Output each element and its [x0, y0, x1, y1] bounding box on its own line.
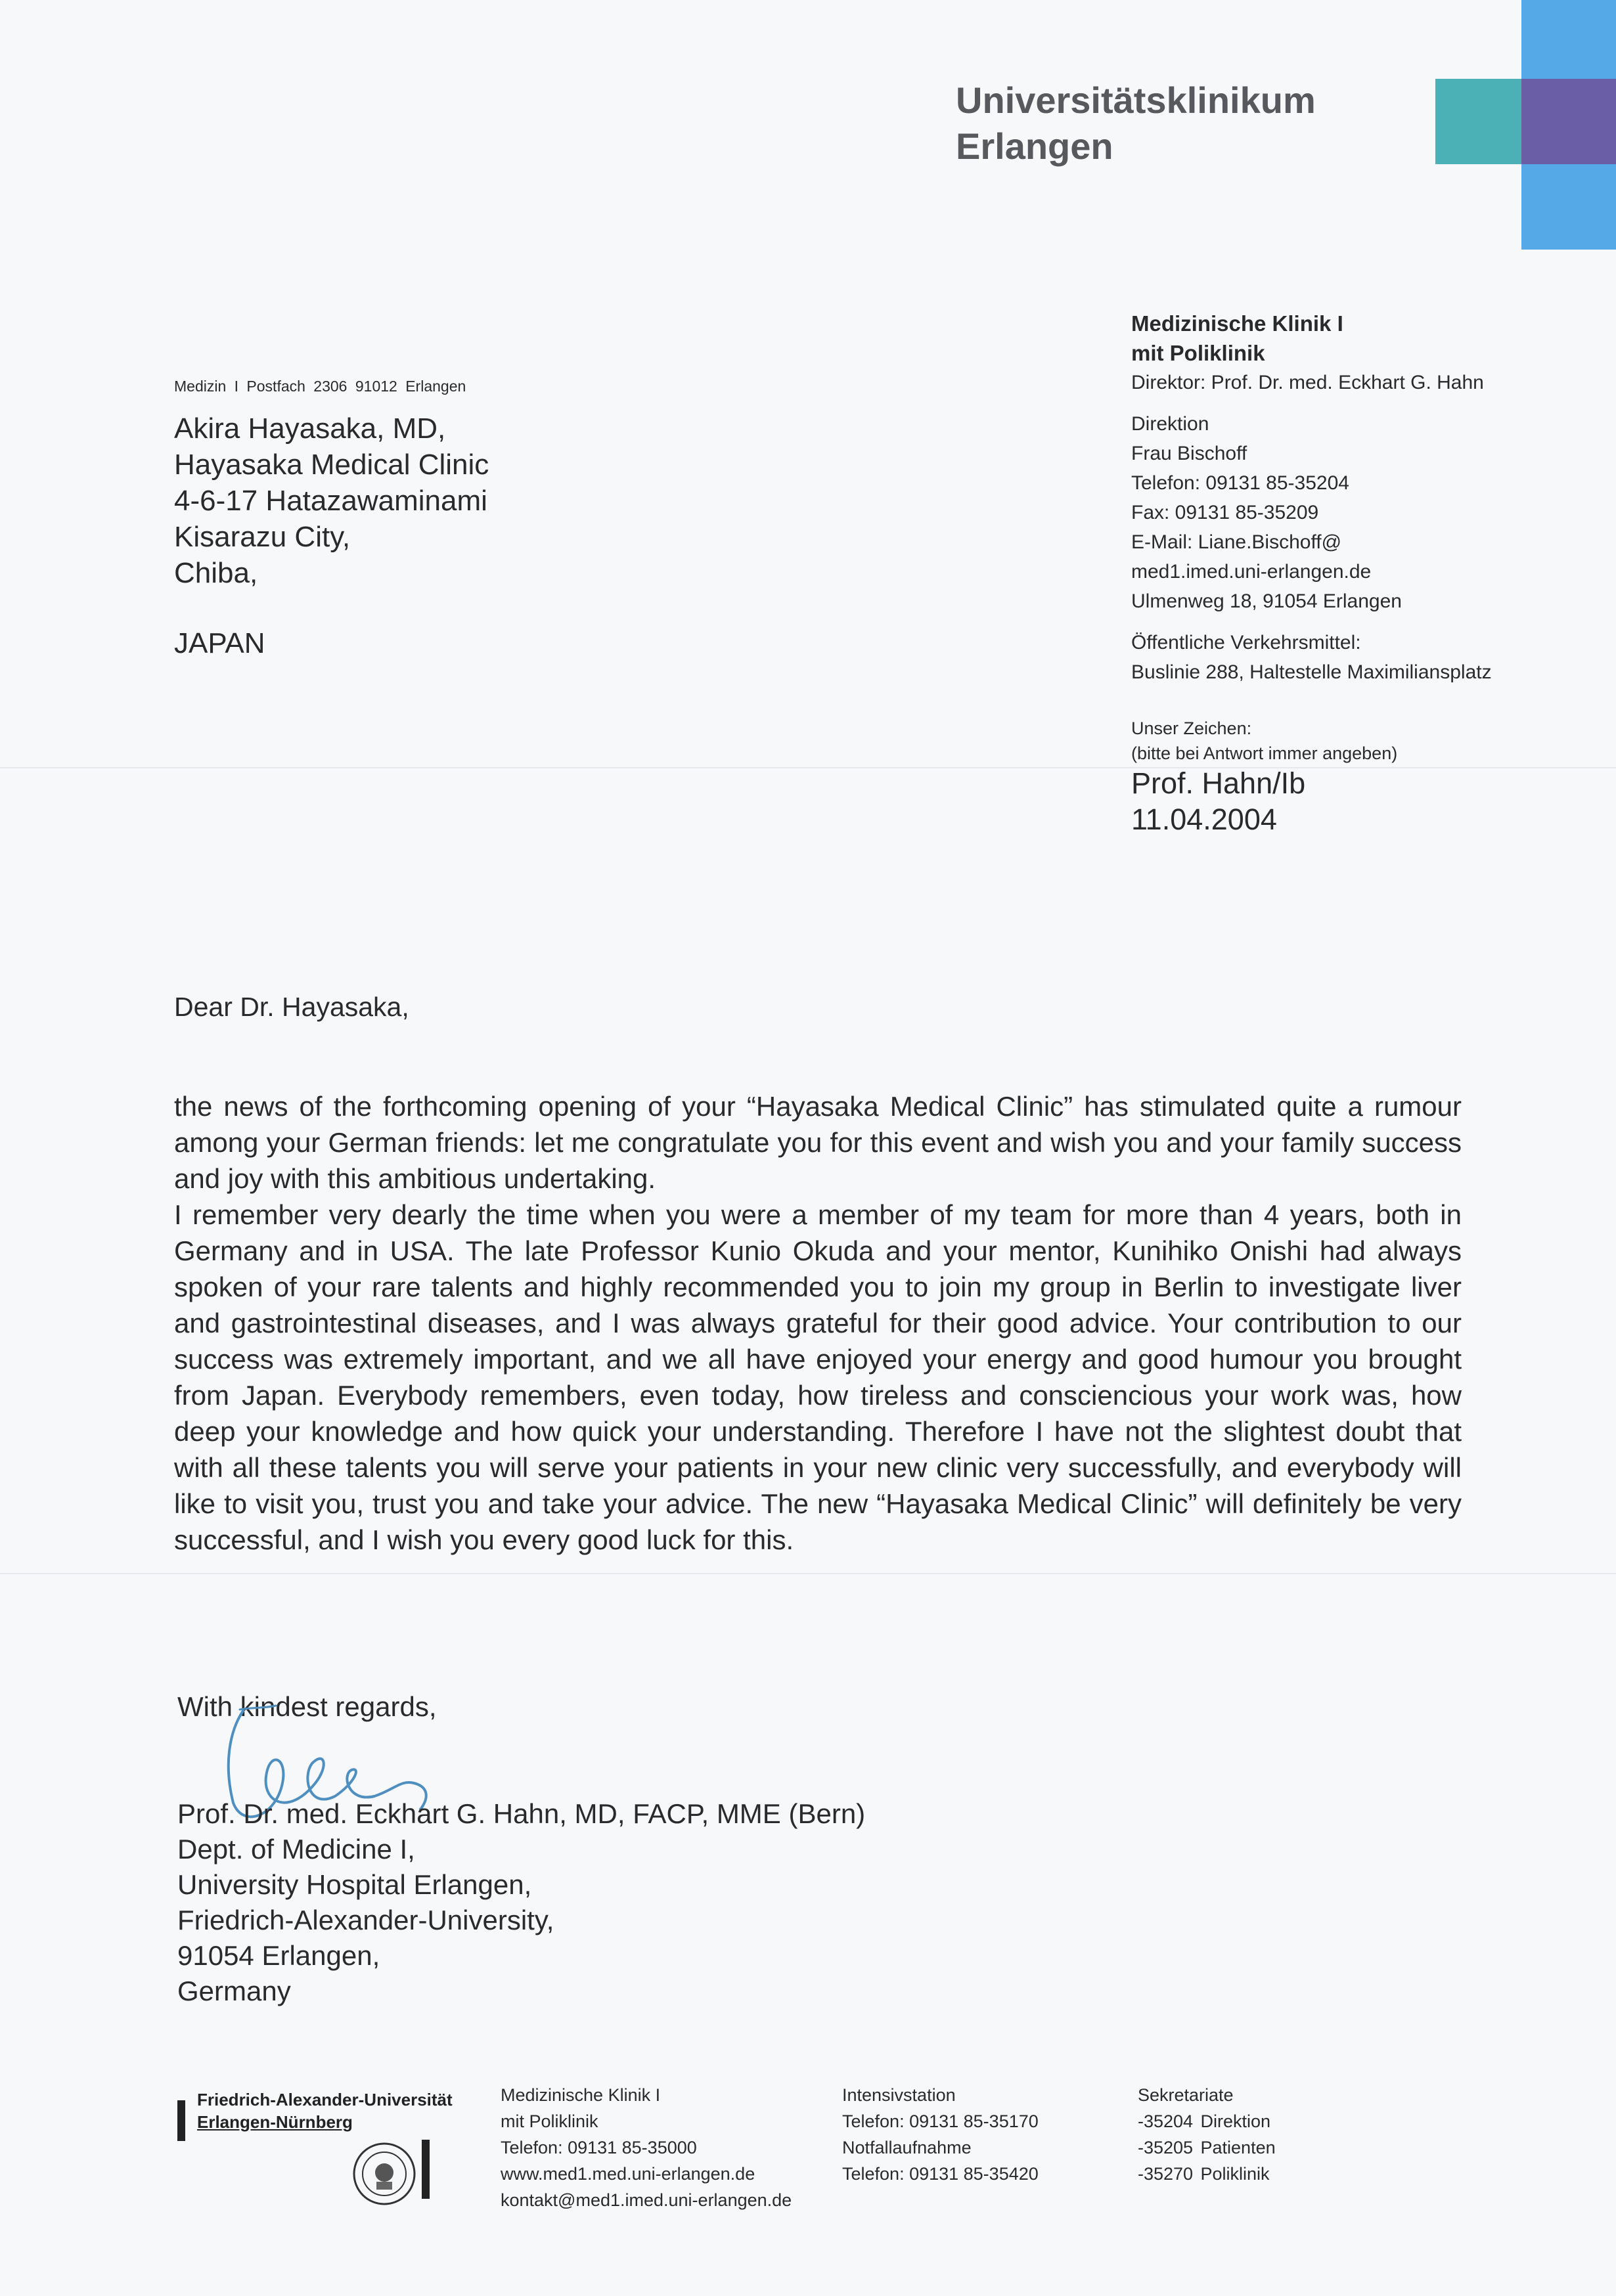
footer-line: Telefon: 09131 85-35000 — [501, 2138, 697, 2157]
contact-line: Fax: 09131 85-35209 — [1131, 502, 1319, 523]
letter-date: 11.04.2004 — [1131, 803, 1277, 836]
department-director: Direktor: Prof. Dr. med. Eckhart G. Hahn — [1131, 372, 1484, 393]
reference-note: (bitte bei Antwort immer angeben) — [1131, 743, 1398, 763]
brand-color-block-purple — [1521, 79, 1616, 164]
department-subname: mit Poliklinik — [1131, 341, 1265, 365]
brand-line-2: Erlangen — [956, 125, 1113, 167]
secretariat-label: Poliklinik — [1200, 2164, 1270, 2184]
transport-label: Öffentliche Verkehrsmittel: — [1131, 632, 1361, 653]
letter-body — [174, 1088, 1462, 1558]
footer-clinic-contact — [501, 2082, 792, 2213]
footer-intensive-care — [842, 2082, 1039, 2187]
university-name-line: Erlangen-Nürnberg — [197, 2112, 353, 2132]
brand-color-block-blue — [1521, 0, 1616, 79]
recipient-line: Hayasaka Medical Clinic — [174, 449, 489, 481]
signer-line: 91054 Erlangen, — [177, 1940, 380, 1971]
university-logo-bar — [422, 2140, 430, 2199]
department-block — [1131, 309, 1492, 687]
recipient-line: Chiba, — [174, 557, 258, 589]
return-address: Medizin I Postfach 2306 91012 Erlangen — [174, 378, 466, 395]
signer-line: Germany — [177, 1976, 291, 2006]
salutation: Dear Dr. Hayasaka, — [174, 992, 409, 1022]
transport-info: Buslinie 288, Haltestelle Maximiliansplatz — [1131, 661, 1492, 683]
department-name: Medizinische Klinik I — [1131, 311, 1343, 336]
secretariat-ext: -35270 — [1138, 2164, 1194, 2184]
brand-line-1: Universitätsklinikum — [956, 79, 1316, 121]
contact-line: Ulmenweg 18, 91054 Erlangen — [1131, 590, 1402, 612]
footer-line: Telefon: 09131 85-35420 — [842, 2164, 1039, 2184]
secretariat-label: Patienten — [1200, 2138, 1276, 2157]
contact-line: med1.imed.uni-erlangen.de — [1131, 561, 1372, 583]
contact-line: Frau Bischoff — [1131, 443, 1247, 464]
signer-line: Dept. of Medicine I, — [177, 1834, 415, 1865]
footer-line: mit Poliklinik — [501, 2111, 598, 2131]
footer-line: Intensivstation — [842, 2085, 956, 2105]
secretariat-label: Direktion — [1200, 2111, 1271, 2131]
footer-website: www.med1.med.uni-erlangen.de — [501, 2164, 755, 2184]
footer-secretariats — [1138, 2082, 1276, 2187]
footer-line: Medizinische Klinik I — [501, 2085, 661, 2105]
recipient-line: 4-6-17 Hatazawaminami — [174, 485, 487, 517]
reference-block — [1131, 765, 1305, 837]
signer-line: University Hospital Erlangen, — [177, 1869, 532, 1900]
reference-label-block — [1131, 716, 1397, 766]
footer-line: Notfallaufnahme — [842, 2138, 972, 2157]
body-paragraph: I remember very dearly the time when you were a member of my team for more than 4 years, both in Germany and in USA. The late Professor Kunio Okuda and your mentor, Kunihiko Onishi had always spoken of your rare talents and highly recommended you to join my group in Berlin to investigate liver and gastrointestinal diseases, and I was always grateful for their good advice. Your contribution to our success was extremely important, and we all have enjoyed your energy and good humour you brought from Japan. Everybody remembers, even today, how tireless and consciencious your work was, how deep your knowledge and how quick your understanding. Therefore I have not the slightest doubt that with all these talents you will serve your patients in your new clinic very successfully, and everybody will like to visit you, trust you and take your advice. The new “Hayasaka Medical Clinic” will definitely be very successful, and I wish you every good luck for this. — [174, 1199, 1462, 1555]
secretariat-ext: -35205 — [1138, 2138, 1194, 2157]
signer-line: Friedrich-Alexander-University, — [177, 1905, 554, 1935]
contact-line: Direktion — [1131, 413, 1209, 435]
contact-line: E-Mail: Liane.Bischoff@ — [1131, 531, 1342, 553]
brand-color-block-teal — [1435, 79, 1521, 164]
university-name-line: Friedrich-Alexander-Universität — [197, 2090, 453, 2109]
hospital-logo-text — [956, 77, 1316, 169]
recipient-line: Kisarazu City, — [174, 521, 351, 553]
signer-block — [177, 1796, 865, 2009]
university-seal-icon — [351, 2141, 417, 2207]
contact-line: Telefon: 09131 85-35204 — [1131, 472, 1349, 494]
footer-email: kontakt@med1.imed.uni-erlangen.de — [501, 2190, 792, 2210]
body-paragraph: the news of the forthcoming opening of your “Hayasaka Medical Clinic” has stimulated quite a rumour among your German friends: let me congratulate you for this event and wish you and your family success and joy with this ambitious undertaking. — [174, 1091, 1462, 1194]
reference-label: Unser Zeichen: — [1131, 718, 1252, 738]
reference-value: Prof. Hahn/Ib — [1131, 766, 1306, 800]
brand-color-block-blue-lower — [1521, 164, 1616, 250]
secretariat-row — [1138, 2134, 1276, 2161]
recipient-country: JAPAN — [174, 627, 265, 659]
signer-line: Prof. Dr. med. Eckhart G. Hahn, MD, FACP, MME (Bern) — [177, 1798, 866, 1829]
closing: With kindest regards, — [177, 1691, 437, 1722]
recipient-line: Akira Hayasaka, MD, — [174, 412, 446, 445]
recipient-address — [174, 410, 489, 591]
footer-secretariats-title: Sekretariate — [1138, 2085, 1234, 2105]
university-logo-bar — [177, 2100, 185, 2141]
secretariat-ext: -35204 — [1138, 2111, 1194, 2131]
secretariat-row — [1138, 2108, 1276, 2134]
secretariat-row — [1138, 2161, 1276, 2187]
university-name — [197, 2088, 453, 2133]
footer-line: Telefon: 09131 85-35170 — [842, 2111, 1039, 2131]
